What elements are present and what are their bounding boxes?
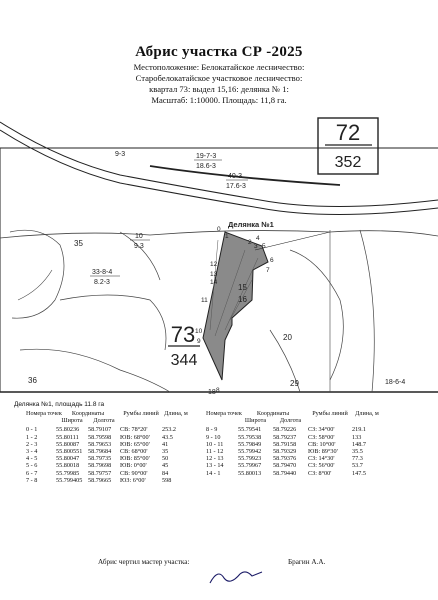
segment-cell: 1 - 2 (26, 433, 38, 441)
length-cell: 147.5 (352, 469, 366, 477)
segment-cell: 10 - 11 (206, 440, 224, 448)
table-row (26, 448, 190, 455)
footer-name: Брагин А.А. (288, 558, 326, 566)
table-row (26, 477, 190, 484)
segment-cell: 13 - 14 (206, 462, 224, 470)
plot-label: Делянка №1 (228, 220, 274, 229)
length-cell: 45 (162, 462, 169, 470)
col-lon: Долгота (93, 417, 115, 425)
table-row (26, 455, 190, 462)
vydel-label: 19-7-3 (196, 153, 217, 160)
table-row (26, 462, 190, 469)
point-label: 11 (201, 297, 208, 304)
lon-cell: 58.79684 (88, 448, 112, 456)
col-coords: Координаты (256, 410, 290, 417)
col-bearing: Румбы линий (312, 410, 348, 417)
point-label: 2 (248, 239, 252, 246)
scale-line: Масштаб: 1:10000. Площадь: 11,8 га. (151, 95, 287, 105)
lat-cell: 55.79985 (56, 469, 80, 477)
table-header (206, 410, 382, 417)
footer-caption: Абрис чертил мастер участка: (98, 558, 190, 566)
col-lat: Широта (61, 417, 83, 425)
plot-title: Делянка №1, площадь 11.8 га (14, 401, 105, 408)
lon-cell: 58.79757 (88, 469, 112, 477)
vydel-outline (10, 230, 64, 318)
table-header (26, 410, 190, 417)
point-label: 13 (210, 271, 218, 278)
quarter-line: квартал 73: выдел 15,16: делянка № 1: (149, 84, 289, 94)
lat-cell: 55.79849 (238, 440, 262, 448)
length-cell: 35 (162, 448, 169, 456)
lat-cell: 55.80111 (56, 433, 79, 441)
vydel-label: 9.3 (134, 243, 144, 250)
lat-cell: 55.79541 (238, 426, 262, 434)
point-label: 6 (270, 257, 274, 264)
vydel-label: 20 (283, 333, 292, 342)
table-row (206, 462, 382, 469)
vydel-label: 18-6-4 (385, 379, 406, 386)
vydel-outline (290, 250, 343, 380)
col-coords: Координаты (71, 410, 105, 417)
lon-cell: 58.79735 (88, 455, 112, 463)
lon-cell: 58.79237 (273, 433, 297, 441)
bearing-cell: СЗ: 34°00' (308, 426, 335, 434)
lat-cell: 55.79538 (238, 433, 262, 441)
lon-cell: 58.79598 (88, 433, 112, 441)
point-label: 7 (266, 267, 270, 274)
lon-cell: 58.79158 (273, 440, 297, 448)
point-label: 9 (197, 338, 201, 345)
quarter-73-number: 73 (170, 322, 196, 347)
segment-cell: 12 - 13 (206, 455, 224, 463)
lat-cell: 55.80047 (56, 455, 80, 463)
bearing-cell: СЗ: 14°30' (308, 455, 335, 463)
bearing-cell: СЗ: 8°00' (308, 469, 332, 477)
point-label: 14 (210, 279, 218, 286)
lon-cell: 58.79470 (273, 462, 297, 470)
district-line: Старобелокатайское участковое лесничество: (135, 73, 303, 83)
segment-cell: 2 - 3 (26, 440, 38, 448)
quarter-72-number: 72 (335, 120, 361, 145)
segment-cell: 8 - 9 (206, 426, 218, 434)
bearing-cell: СВ: 68°00' (120, 448, 148, 456)
length-cell: 41 (162, 440, 169, 448)
lat-cell: 55.79967 (238, 462, 262, 470)
col-bearing: Румбы линий (123, 410, 159, 417)
point-label: 1 (225, 233, 229, 240)
point-label: 4 (256, 235, 260, 242)
vydel-label: 33-8-4 (92, 269, 113, 276)
length-cell: 77.3 (352, 455, 363, 463)
vydel-label: 9-3 (115, 151, 126, 158)
segment-cell: 11 - 12 (206, 448, 224, 456)
vydel-label: 36 (28, 376, 37, 385)
table-subheader (26, 417, 190, 424)
bearing-cell: ЮВ: 65°00' (120, 440, 150, 448)
length-cell: 148.7 (352, 440, 366, 448)
vydel-outline (20, 349, 170, 392)
vydel-outline (18, 270, 52, 300)
vydel-label: 17.6-3 (226, 183, 246, 190)
length-cell: 53.7 (352, 462, 363, 470)
segment-cell: 14 - 1 (206, 469, 221, 477)
vydel-label: 15 (238, 283, 247, 292)
table-row (26, 434, 190, 441)
signature (210, 572, 262, 583)
lon-cell: 58.79653 (88, 440, 112, 448)
bearing-cell: СВ: 90°00' (120, 469, 148, 477)
coords-table-right (206, 410, 382, 477)
lon-cell: 58.79226 (273, 426, 297, 434)
bearing-cell: ЮЗ: 6°00' (120, 476, 146, 484)
vydel-label: 40-3 (228, 173, 243, 180)
lat-cell: 55.79923 (238, 455, 262, 463)
table-row (206, 426, 382, 433)
lat-cell: 55.800551 (56, 448, 83, 456)
point-label: 10 (195, 328, 203, 335)
lat-cell: 55.80013 (238, 469, 262, 477)
table-row (206, 441, 382, 448)
bearing-cell: ЮВ: 0°00' (120, 462, 147, 470)
road-line-lower (0, 130, 438, 215)
point-label: 3 (254, 243, 258, 250)
length-cell: 43.5 (162, 433, 173, 441)
table-row (26, 441, 190, 448)
lat-cell: 55.799405 (56, 476, 83, 484)
segment-cell: 5 - 6 (26, 462, 38, 470)
table-row (26, 470, 190, 477)
lat-cell: 55.80018 (56, 462, 80, 470)
vydel-label: 18 (208, 389, 216, 396)
table-row (206, 455, 382, 462)
vydel-label: 35 (74, 239, 83, 248)
lon-cell: 58.79329 (273, 448, 297, 456)
lon-cell: 58.79376 (273, 455, 297, 463)
vydel-label: 10 (135, 233, 143, 240)
lat-cell: 55.79942 (238, 448, 262, 456)
length-cell: 219.1 (352, 426, 366, 434)
table-row (206, 470, 382, 477)
lon-cell: 58.79440 (273, 469, 297, 477)
col-lat: Широта (244, 417, 267, 425)
table-row (206, 448, 382, 455)
lat-cell: 55.80087 (56, 440, 80, 448)
segment-cell: 6 - 7 (26, 469, 38, 477)
lon-cell: 58.79665 (88, 476, 112, 484)
length-cell: 50 (162, 455, 169, 463)
lat-cell: 55.80236 (56, 426, 80, 434)
bearing-cell: СЗ: 58°00' (308, 433, 335, 441)
col-point: Номера точек (26, 410, 62, 417)
col-lon: Долгота (279, 417, 302, 425)
segment-cell: 9 - 10 (206, 433, 221, 441)
bearing-cell: ЮВ: 85°00' (120, 455, 150, 463)
col-point: Номера точек (206, 410, 242, 417)
point-label: 12 (210, 261, 218, 268)
bearing-cell: ЮВ: 68°00' (120, 433, 150, 441)
length-cell: 253.2 (162, 426, 176, 434)
lon-cell: 58.79107 (88, 426, 112, 434)
vydel-label: 16 (238, 295, 247, 304)
segment-cell: 3 - 4 (26, 448, 38, 456)
segment-cell: 7 - 8 (26, 476, 38, 484)
bearing-cell: СЗ: 56°00' (308, 462, 335, 470)
bearing-cell: СВ: 10°00' (308, 440, 336, 448)
page-title: Абрис участка СР -2025 (135, 44, 303, 60)
coords-table-left (26, 410, 190, 484)
table-row (26, 426, 190, 433)
segment-cell: 0 - 1 (26, 426, 38, 434)
col-length: Длина, м (355, 410, 379, 417)
point-label: 8 (216, 387, 220, 394)
point-label: 5 (262, 243, 266, 250)
col-length: Длина, м (164, 410, 188, 417)
table-row (206, 434, 382, 441)
table-subheader (206, 417, 382, 424)
length-cell: 133 (352, 433, 362, 441)
segment-cell: 4 - 5 (26, 455, 38, 463)
length-cell: 35.5 (352, 448, 363, 456)
bearing-cell: ЮВ: 89°30' (308, 448, 338, 456)
length-cell: 598 (162, 476, 172, 484)
bearing-cell: СВ: 78°20' (120, 426, 148, 434)
point-label: 0 (217, 226, 221, 233)
vydel-outline (60, 295, 166, 350)
vydel-label: 18.6-3 (196, 163, 216, 170)
length-cell: 84 (162, 469, 169, 477)
quarter-73-sub: 344 (170, 352, 198, 369)
vydel-outline (360, 230, 374, 392)
plot-polygon (203, 232, 268, 380)
location-line: Местоположение: Белокатайское лесничество: (133, 62, 305, 72)
quarter-72-sub: 352 (334, 154, 362, 171)
plot-leader-line (255, 232, 330, 250)
vydel-label: 8.2-3 (94, 279, 110, 286)
lon-cell: 58.79698 (88, 462, 112, 470)
vydel-label: 29 (290, 379, 299, 388)
